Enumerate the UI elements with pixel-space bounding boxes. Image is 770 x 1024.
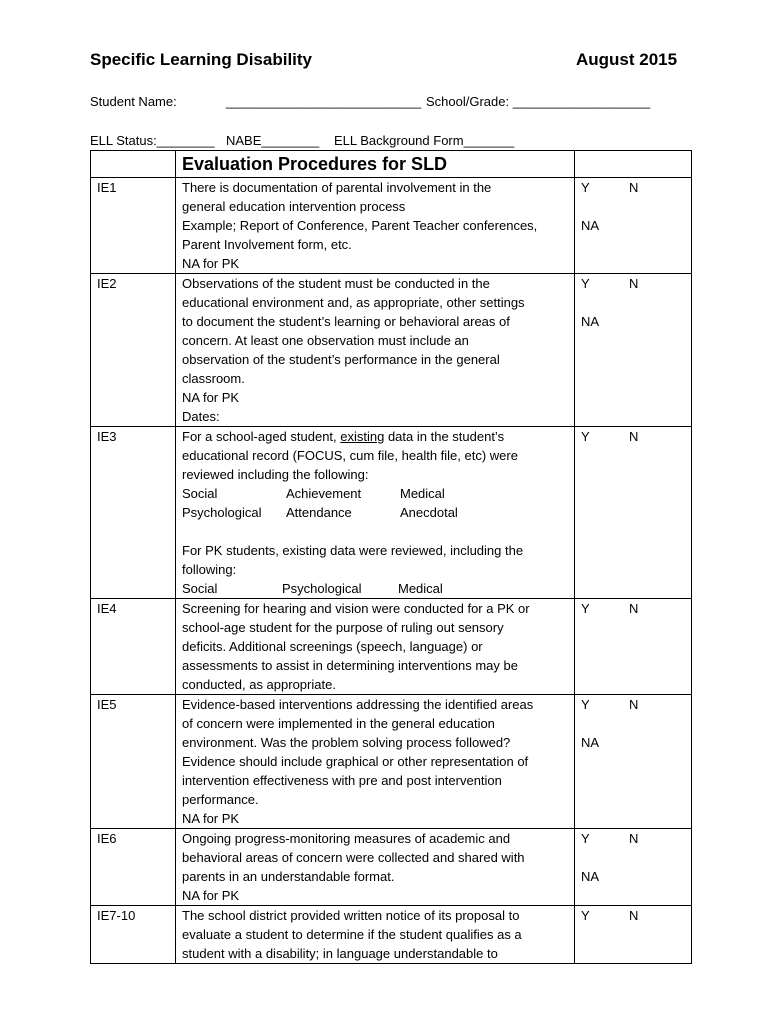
item-attendance: Attendance (286, 505, 352, 520)
na-option[interactable]: NA (581, 869, 600, 884)
row-text: behavioral areas of concern were collected and shared with (182, 850, 525, 865)
row-text: student with a disability; in language understandable to (182, 946, 498, 961)
pk-items-row (182, 579, 568, 598)
school-items-row (182, 503, 568, 522)
row-description (176, 829, 575, 906)
row-id: IE1 (91, 178, 176, 274)
item-psychological: Psychological (282, 581, 362, 596)
row-text: NA for PK (182, 390, 240, 405)
row-response (575, 599, 692, 695)
row-text: concern. At least one observation must include an (182, 333, 469, 348)
row-text: NA for PK (182, 811, 240, 826)
row-id: IE5 (91, 695, 176, 829)
row-response (575, 695, 692, 829)
row-text: Parent Involvement form, etc. (182, 237, 352, 252)
row-text: to document the student’s learning or behavioral areas of (182, 314, 510, 329)
table-row (91, 829, 692, 906)
header-title-cell (176, 151, 575, 178)
header-id-cell (91, 151, 176, 178)
no-option[interactable]: N (629, 601, 639, 616)
row-response (575, 906, 692, 964)
yes-option[interactable]: Y (581, 276, 590, 291)
row-text: conducted, as appropriate. (182, 677, 336, 692)
document-date: August 2015 (576, 50, 678, 69)
row-text: performance. (182, 792, 259, 807)
table-heading: Evaluation Procedures for SLD (182, 154, 448, 174)
na-option[interactable]: NA (581, 314, 600, 329)
row-text: classroom. (182, 371, 245, 386)
yes-option[interactable]: Y (581, 601, 590, 616)
row-text: Evidence-based interventions addressing the identified areas (182, 697, 534, 712)
item-medical: Medical (400, 486, 445, 501)
school-grade-field[interactable]: School/Grade: ___________________ (426, 94, 651, 109)
no-option[interactable]: N (629, 276, 639, 291)
no-option[interactable]: N (629, 831, 639, 846)
row-text: NA for PK (182, 888, 240, 903)
table-row (91, 906, 692, 964)
row-id: IE4 (91, 599, 176, 695)
row-response (575, 178, 692, 274)
table-row (91, 178, 692, 274)
row-text: intervention effectiveness with pre and post intervention (182, 773, 502, 788)
row-text: following: (182, 562, 237, 577)
row-id: IE2 (91, 274, 176, 427)
row-description (176, 427, 575, 599)
item-anecdotal: Anecdotal (400, 505, 458, 520)
row-text-part: For a school-aged student, (182, 429, 341, 444)
row-text: educational record (FOCUS, cum file, health file, etc) were (182, 448, 518, 463)
yes-option[interactable]: Y (581, 697, 590, 712)
row-text: educational environment and, as appropriate, other settings (182, 295, 525, 310)
underlined-word: existing (340, 429, 385, 444)
row-text: reviewed including the following: (182, 467, 369, 482)
row-text: The school district provided written notice of its proposal to (182, 908, 520, 923)
row-text: deficits. Additional screenings (speech, language) or (182, 639, 483, 654)
row-description (176, 906, 575, 964)
row-text: For PK students, existing data were reviewed, including the (182, 543, 524, 558)
row-text: parents in an understandable format. (182, 869, 395, 884)
row-response (575, 829, 692, 906)
row-description (176, 599, 575, 695)
row-text: assessments to assist in determining interventions may be (182, 658, 518, 673)
document-title: Specific Learning Disability (90, 50, 313, 69)
row-text: Screening for hearing and vision were conducted for a PK or (182, 601, 530, 616)
row-text: general education intervention process (182, 199, 406, 214)
item-social: Social (182, 581, 218, 596)
na-option[interactable]: NA (581, 218, 600, 233)
row-text: Example; Report of Conference, Parent Teacher conferences, (182, 218, 538, 233)
row-response (575, 274, 692, 427)
yes-option[interactable]: Y (581, 831, 590, 846)
row-text: environment. Was the problem solving process followed? (182, 735, 511, 750)
row-text: NA for PK (182, 256, 240, 271)
row-text: Evidence should include graphical or other representation of (182, 754, 529, 769)
row-text (182, 427, 568, 446)
row-text: evaluate a student to determine if the student qualifies as a (182, 927, 522, 942)
student-name-label: Student Name: (90, 94, 177, 109)
yes-option[interactable]: Y (581, 180, 590, 195)
item-medical: Medical (398, 581, 443, 596)
row-text: Observations of the student must be conducted in the (182, 276, 490, 291)
table-row (91, 695, 692, 829)
table-row (91, 599, 692, 695)
no-option[interactable]: N (629, 180, 639, 195)
row-description (176, 274, 575, 427)
table-header-row (91, 151, 692, 178)
item-psychological: Psychological (182, 505, 262, 520)
row-text: school-age student for the purpose of ruling out sensory (182, 620, 504, 635)
row-text: observation of the student’s performance in the general (182, 352, 500, 367)
no-option[interactable]: N (629, 697, 639, 712)
row-description (176, 695, 575, 829)
na-option[interactable]: NA (581, 735, 600, 750)
item-social: Social (182, 486, 218, 501)
no-option[interactable]: N (629, 429, 639, 444)
row-response (575, 427, 692, 599)
yes-option[interactable]: Y (581, 908, 590, 923)
evaluation-procedures-table (90, 150, 692, 964)
nabe-field[interactable]: NABE________ (226, 133, 320, 148)
row-text: There is documentation of parental involvement in the (182, 180, 492, 195)
table-row (91, 427, 692, 599)
item-achievement: Achievement (286, 486, 362, 501)
row-id: IE6 (91, 829, 176, 906)
row-text: of concern were implemented in the general education (182, 716, 495, 731)
row-id: IE7-10 (91, 906, 176, 964)
row-text-part: data in the student’s (384, 429, 505, 444)
row-id: IE3 (91, 427, 176, 599)
school-items-row (182, 484, 568, 503)
yes-option[interactable]: Y (581, 429, 590, 444)
row-text: Ongoing progress-monitoring measures of academic and (182, 831, 511, 846)
ell-status-field[interactable]: ELL Status:________ (90, 133, 215, 148)
no-option[interactable]: N (629, 908, 639, 923)
header-yn-cell (575, 151, 692, 178)
ell-background-field[interactable]: ELL Background Form_______ (334, 133, 515, 148)
table-row (91, 274, 692, 427)
student-name-field[interactable]: ___________________________ (226, 94, 422, 109)
row-description (176, 178, 575, 274)
row-text: Dates: (182, 409, 220, 424)
